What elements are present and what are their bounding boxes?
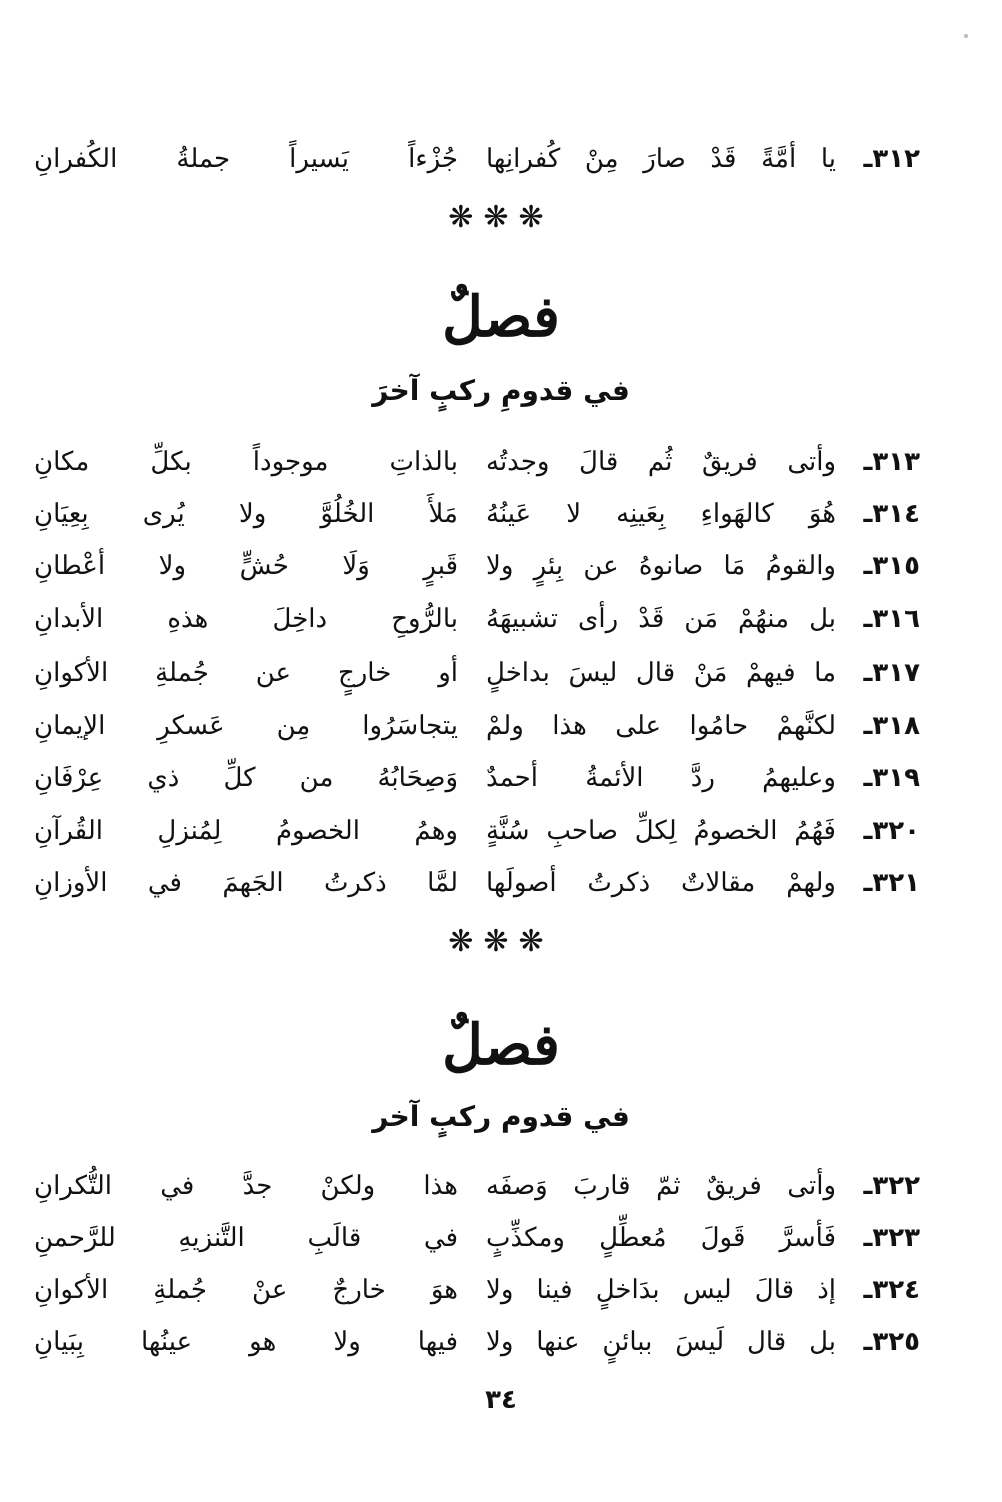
verse-number: ٣١٢ـ	[863, 144, 920, 174]
verse-line	[30, 753, 920, 803]
verse-first-hemistich: وعليهمُ ردَّ الأئمةُ أحمدٌ	[486, 763, 836, 793]
page-number: ٣٤	[485, 1385, 517, 1415]
verse-line	[30, 541, 920, 591]
verse-second-hemistich: وهمُ الخصومُ لِمُنزلِ القُرآنِ	[34, 816, 458, 846]
verse-number: ٣٢٢ـ	[863, 1171, 920, 1201]
corner-dot	[964, 34, 968, 38]
verse-line	[30, 594, 920, 644]
section-subtitle: في قدوم ركبٍ آخر	[372, 1100, 630, 1133]
verse-second-hemistich: جُزْءاً يَسيراً جملةُ الكُفرانِ	[34, 144, 458, 174]
verse-first-hemistich: فَأسرَّ قَولَ مُعطِّلٍ ومكذِّبٍ	[486, 1223, 836, 1253]
verse-first-hemistich: إذ قالَ ليس بدَاخلٍ فينا ولا	[486, 1275, 836, 1305]
verse-first-hemistich: بل منهُمْ مَن قَدْ رأى تشبيهَهُ	[486, 604, 836, 634]
section-heading: فصلٌ	[442, 1012, 560, 1078]
verse-line	[30, 134, 920, 184]
verse-second-hemistich: فيها ولا هو عينُها بِبَيانِ	[34, 1327, 458, 1357]
verse-second-hemistich: قَبرٍ وَلَا حُشٍّ ولا أعْطانِ	[34, 551, 458, 581]
verse-first-hemistich: فَهُمُ الخصومُ لِكلِّ صاحبِ سُنَّةٍ	[486, 816, 836, 846]
verse-second-hemistich: بالرُّوحِ داخِلَ هذهِ الأبدانِ	[34, 604, 458, 634]
verse-first-hemistich: يا أمَّةً قَدْ صارَ مِنْ كُفرانِها	[486, 144, 836, 174]
verse-second-hemistich: يتجاسَرُوا مِن عَسكرِ الإيمانِ	[34, 711, 458, 741]
verse-number: ٣١٥ـ	[863, 551, 920, 581]
verse-line	[30, 701, 920, 751]
verse-first-hemistich: لكنَّهمْ حامُوا على هذا ولمْ	[486, 711, 836, 741]
verse-line	[30, 1265, 920, 1315]
verse-line	[30, 1213, 920, 1263]
section-subtitle: في قدومِ ركبٍ آخرَ	[372, 374, 630, 407]
verse-second-hemistich: لمَّا ذكرتُ الجَهمَ في الأوزانِ	[34, 868, 458, 898]
section-separator: ❋❋❋	[448, 200, 554, 235]
verse-first-hemistich: وأتى فريقٌ ثمّ قاربَ وَصفَه	[486, 1171, 836, 1201]
verse-first-hemistich: بل قال لَيسَ ببائنٍ عنها ولا	[486, 1327, 836, 1357]
verse-number: ٣١٩ـ	[863, 763, 920, 793]
verse-line	[30, 858, 920, 908]
verse-second-hemistich: بالذاتِ موجوداً بكلِّ مكانِ	[34, 447, 458, 477]
verse-number: ٣١٨ـ	[863, 711, 920, 741]
verse-second-hemistich: هوَ خارجٌ عنْ جُملةِ الأكوانِ	[34, 1275, 458, 1305]
verse-first-hemistich: هُوَ كالهَواءِ بِعَينِه لا عَينُهُ	[486, 499, 836, 529]
verse-second-hemistich: وَصِحَابُهُ من كلِّ ذي عِرْفَانِ	[34, 763, 458, 793]
verse-second-hemistich: هذا ولكنْ جدَّ في التُّكرانِ	[34, 1171, 458, 1201]
verse-number: ٣١٧ـ	[863, 658, 920, 688]
verse-number: ٣١٤ـ	[863, 499, 920, 529]
verse-line	[30, 489, 920, 539]
verse-line	[30, 1317, 920, 1367]
verse-first-hemistich: وأتى فريقٌ ثُم قالَ وجدتُه	[486, 447, 836, 477]
verse-first-hemistich: والقومُ مَا صانوهُ عن بِئرٍ ولا	[486, 551, 836, 581]
section-separator: ❋❋❋	[448, 924, 554, 959]
verse-line	[30, 437, 920, 487]
verse-number: ٣٢٥ـ	[863, 1327, 920, 1357]
verse-number: ٣٢٤ـ	[863, 1275, 920, 1305]
verse-number: ٣٢٠ـ	[863, 816, 920, 846]
verse-line	[30, 648, 920, 698]
verse-second-hemistich: في قالَبِ التَّنزيهِ للرَّحمنِ	[34, 1223, 458, 1253]
section-heading: فصلٌ	[442, 284, 560, 350]
verse-line	[30, 1161, 920, 1211]
verse-first-hemistich: ولهمْ مقالاتٌ ذكرتُ أصولَها	[486, 868, 836, 898]
verse-number: ٣٢٣ـ	[863, 1223, 920, 1253]
verse-first-hemistich: ما فيهمْ مَنْ قال ليسَ بداخلٍ	[486, 658, 836, 688]
verse-number: ٣١٣ـ	[863, 447, 920, 477]
verse-line	[30, 806, 920, 856]
verse-second-hemistich: مَلأَ الخُلُوَّ ولا يُرى بِعِيَانِ	[34, 499, 458, 529]
verse-second-hemistich: أو خارجٍ عن جُملةِ الأكوانِ	[34, 658, 458, 688]
verse-number: ٣٢١ـ	[863, 868, 920, 898]
verse-number: ٣١٦ـ	[863, 604, 920, 634]
